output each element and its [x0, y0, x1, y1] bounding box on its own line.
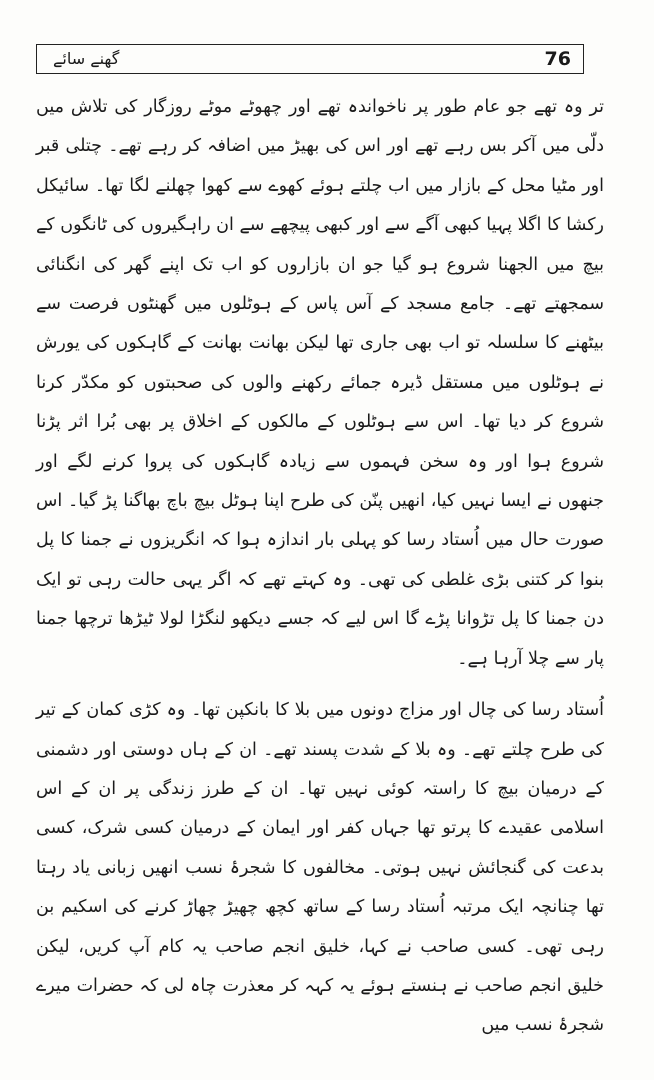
running-title: گھنے سائے	[53, 49, 120, 68]
paragraph: تر وہ تھے جو عام طور پر ناخواندہ تھے اور چھوٹے موٹے روزگار کی تلاش میں دلّی میں آکر بس رہے تھے اور اس کی بھیڑ میں اضافہ کر رہے تھے۔ چتلی قبر اور مٹیا محل کے بازار میں اب چلتے ہوئے کھوے سے کھوا چھلنے لگا تھا۔ سائیکل رکشا کا اگلا پہیا کبھی آگے سے اور کبھی پیچھے سے ان راہگیروں کی ٹانگوں کے بیچ میں الجھنا شروع ہو گیا جو ان بازاروں کو اب تک اپنے گھر کی انگنائی سمجھتے تھے۔ جامع مسجد کے آس پاس کے ہوٹلوں میں گھنٹوں فرصت سے بیٹھنے کا سلسلہ تو اب بھی جاری تھا لیکن بھانت بھانت کے گاہکوں کی یورش نے ہوٹلوں میں مستقل ڈیرہ جمائے رکھنے والوں کی صحبتوں کو مکدّر کرنا شروع کر دیا تھا۔ اس سے ہوٹلوں کے مالکوں کے اخلاق پر بھی بُرا اثر پڑنا شروع ہوا اور وہ سخن فہموں سے زیادہ گاہکوں کی پروا کرنے لگے اور جنھوں نے ایسا نہیں کیا، انھیں پنّن کی طرح اپنا ہوٹل بیچ باچ بھاگنا پڑ گیا۔ اس صورت حال میں اُستاد رسا کو پہلی بار اندازہ ہوا کہ انگریزوں نے جمنا کا پل بنوا کر کتنی بڑی غلطی کی تھی۔ وہ کہتے تھے کہ اگر یہی حالت رہی تو ایک دن جمنا کا پل تڑوانا پڑے گا اس لیے کہ جسے دیکھو لنگڑا لولا ٹیڑھا ترچھا جمنا پار سے چلا آرہا ہے۔	[36, 97, 604, 669]
page-number: 76	[544, 48, 571, 70]
paragraph: اُستاد رسا کی چال اور مزاج دونوں میں بلا کا بانکپن تھا۔ وہ کڑی کمان کے تیر کی طرح چلتے تھے۔ وہ بلا کے شدت پسند تھے۔ ان کے ہاں دوستی اور دشمنی کے درمیان بیچ کا راستہ کوئی نہیں تھا۔ ان کے طرز زندگی پر ان کے اس اسلامی عقیدے کا پرتو تھا جہاں کفر اور ایمان کے درمیان کسی شرک، کسی بدعت کی گنجائش نہیں ہوتی۔ مخالفوں کا شجرۂ نسب انھیں زبانی یاد رہتا تھا چنانچہ ایک مرتبہ اُستاد رسا کے ساتھ کچھ چھیڑ چھاڑ کرنے کی اسکیم بن رہی تھی۔ کسی صاحب نے کہا، خلیق انجم صاحب یہ کام آپ کریں، لیکن خلیق انجم صاحب نے ہنستے ہوئے یہ کہہ کر معذرت چاہ لی کہ حضرات میرے شجرۂ نسب میں	[36, 700, 604, 1036]
body-text	[36, 88, 604, 1046]
page-header	[36, 44, 584, 74]
